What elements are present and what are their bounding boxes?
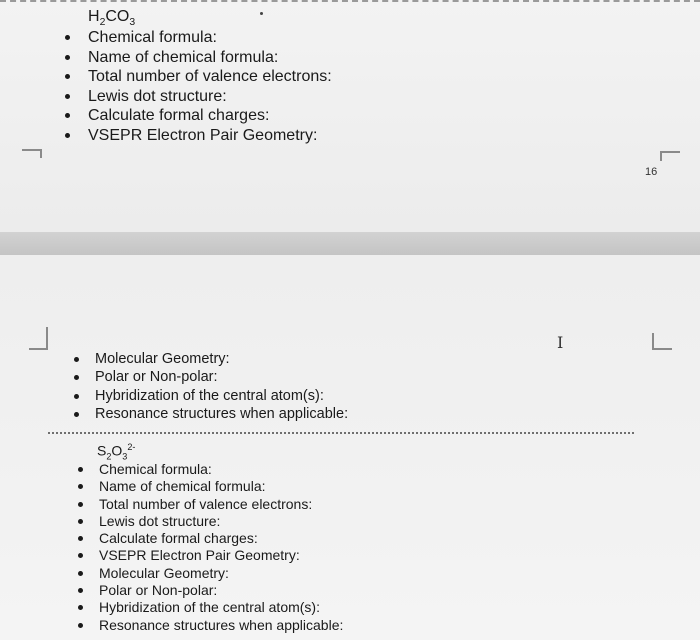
list-item: Hybridization of the central atom(s): bbox=[95, 387, 348, 405]
list-item: Resonance structures when applicable: bbox=[99, 616, 344, 633]
text-cursor-icon: I bbox=[557, 333, 564, 352]
formula-heading-h2co3: $H_2CO_3$ bbox=[88, 8, 136, 29]
formula-heading-s2o3: $S_2O_3^{2-}$ bbox=[97, 442, 136, 462]
page-gap bbox=[0, 232, 700, 255]
list-item: Lewis dot structure: bbox=[99, 513, 343, 530]
list-item: Calculate formal charges: bbox=[99, 530, 343, 547]
list-item: Name of chemical formula: bbox=[88, 48, 332, 68]
list-item: VSEPR Electron Pair Geometry: bbox=[88, 126, 332, 146]
question-list-s2o3 bbox=[99, 461, 343, 634]
list-item: Name of chemical formula: bbox=[99, 478, 343, 495]
margin-corner-mark bbox=[22, 149, 42, 158]
margin-corner-mark bbox=[660, 151, 680, 161]
question-list-continued bbox=[95, 350, 348, 423]
list-item: Total number of valence electrons: bbox=[88, 68, 332, 86]
list-item: Molecular Geometry: bbox=[99, 565, 343, 582]
document-page-top bbox=[0, 0, 700, 232]
list-item: Total number of valence electrons: bbox=[99, 496, 343, 513]
page-number: 16 bbox=[645, 166, 658, 178]
page-top-border bbox=[0, 0, 700, 2]
stray-mark bbox=[260, 12, 263, 15]
margin-corner-mark bbox=[29, 327, 48, 350]
question-list-h2co3 bbox=[88, 28, 332, 146]
list-item: Molecular Geometry: bbox=[95, 350, 348, 368]
list-item: Calculate formal charges: bbox=[88, 106, 332, 126]
list-item: Hybridization of the central atom(s): bbox=[99, 599, 343, 616]
list-item: Polar or Non-polar: bbox=[99, 582, 343, 599]
section-separator bbox=[48, 432, 634, 434]
list-item: Resonance structures when applicable: bbox=[95, 405, 349, 422]
list-item: Chemical formula: bbox=[88, 28, 332, 48]
list-item: VSEPR Electron Pair Geometry: bbox=[99, 547, 343, 564]
list-item: Chemical formula: bbox=[99, 461, 343, 478]
margin-corner-mark bbox=[652, 333, 672, 350]
list-item: Lewis dot structure: bbox=[88, 87, 332, 107]
list-item: Polar or Non-polar: bbox=[95, 368, 348, 386]
